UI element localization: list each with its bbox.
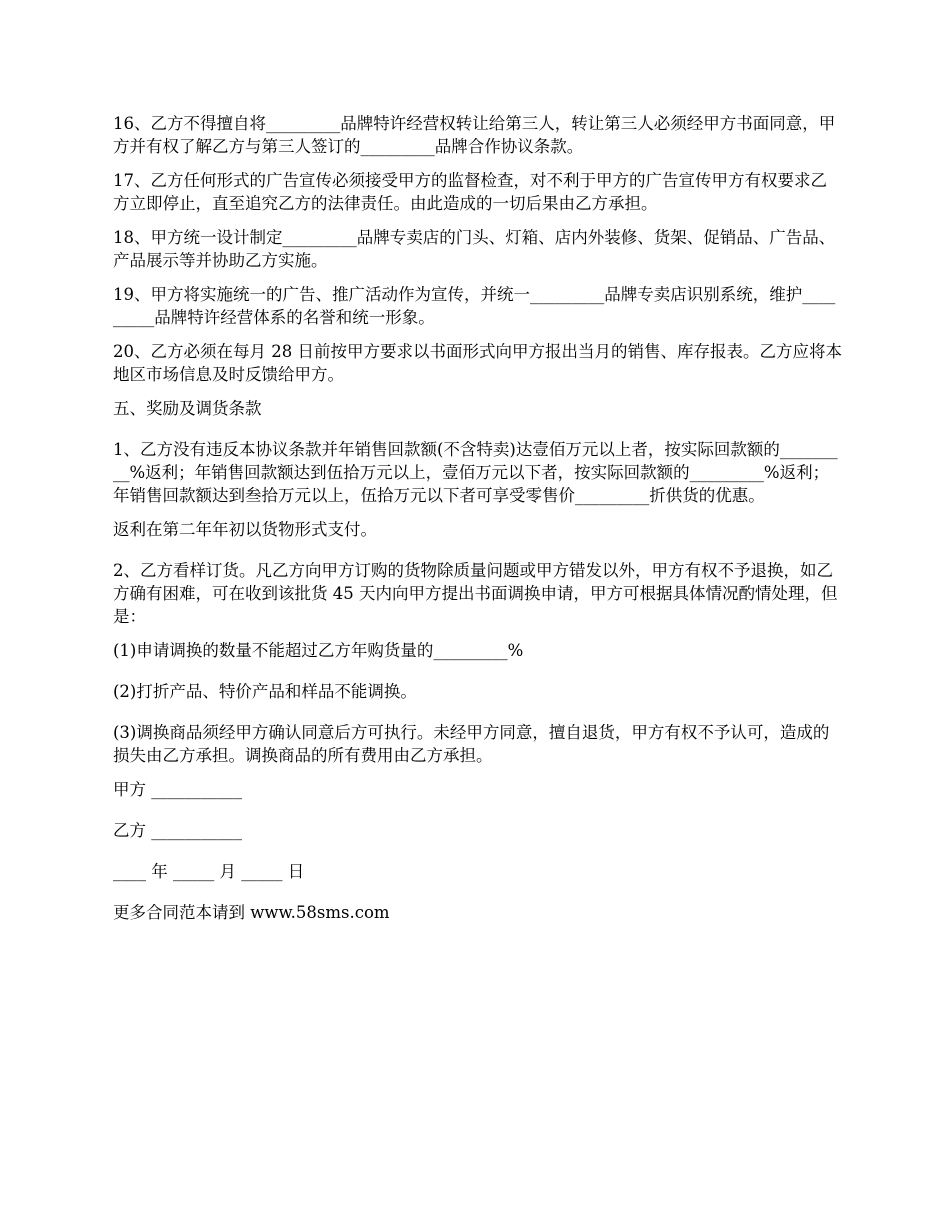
exchange-condition-1: (1)申请调换的数量不能超过乙方年购货量的_________% xyxy=(113,641,524,660)
document-page xyxy=(113,112,843,942)
signing-date: ____ 年 _____ 月 _____ 日 xyxy=(113,862,305,881)
party-b-signature: 乙方 ___________ xyxy=(113,821,242,840)
clause-20: 20、乙方必须在每月 28 日前按甲方要求以书面形式向甲方报出当月的销售、库存报表。乙方应将本地区市场信息及时反馈给甲方。 xyxy=(113,342,842,384)
reward-clause-1: 1、乙方没有违反本协议条款并年销售回款额(不含特卖)达壹佰万元以上者，按实际回款额的_________%返利；年销售回款额达到伍拾万元以上，壹佰万元以下者，按实际回款额的_________%返利；年销售回款额达到叁拾万元以上，伍拾万元以下者可享受零售价_________折供货的优惠。 xyxy=(113,440,838,505)
party-a-signature: 甲方 ___________ xyxy=(113,780,242,799)
rebate-payment-note: 返利在第二年年初以货物形式支付。 xyxy=(113,520,377,539)
clause-18: 18、甲方统一设计制定_________品牌专卖店的门头、灯箱、店内外装修、货架、促销品、广告品、产品展示等并协助乙方实施。 xyxy=(113,228,836,270)
clause-17: 17、乙方任何形式的广告宣传必须接受甲方的监督检查，对不利于甲方的广告宣传甲方有权要求乙方立即停止，直至追究乙方的法律责任。由此造成的一切后果由乙方承担。 xyxy=(113,171,827,213)
clause-16: 16、乙方不得擅自将_________品牌特许经营权转让给第三人，转让第三人必须经甲方书面同意，甲方并有权了解乙方与第三人签订的_________品牌合作协议条款。 xyxy=(113,114,836,156)
exchange-condition-3: (3)调换商品须经甲方确认同意后方可执行。未经甲方同意，擅自退货，甲方有权不予认可，造成的损失由乙方承担。调换商品的所有费用由乙方承担。 xyxy=(113,723,830,765)
reward-clause-2: 2、乙方看样订货。凡乙方向甲方订购的货物除质量问题或甲方错发以外，甲方有权不予退换，如乙方确有困难，可在收到该批货 45 天内向甲方提出书面调换申请，甲方可根据具体情况酌情处理，但是： xyxy=(113,561,838,626)
section-heading: 五、奖励及调货条款 xyxy=(113,399,262,418)
exchange-condition-2: (2)打折产品、特价产品和样品不能调换。 xyxy=(113,682,417,701)
footer-link-text: 更多合同范本请到 www.58sms.com xyxy=(113,903,390,922)
clause-19: 19、甲方将实施统一的广告、推广活动作为宣传，并统一_________品牌专卖店识别系统，维护_________品牌特许经营体系的名誉和统一形象。 xyxy=(113,285,836,327)
